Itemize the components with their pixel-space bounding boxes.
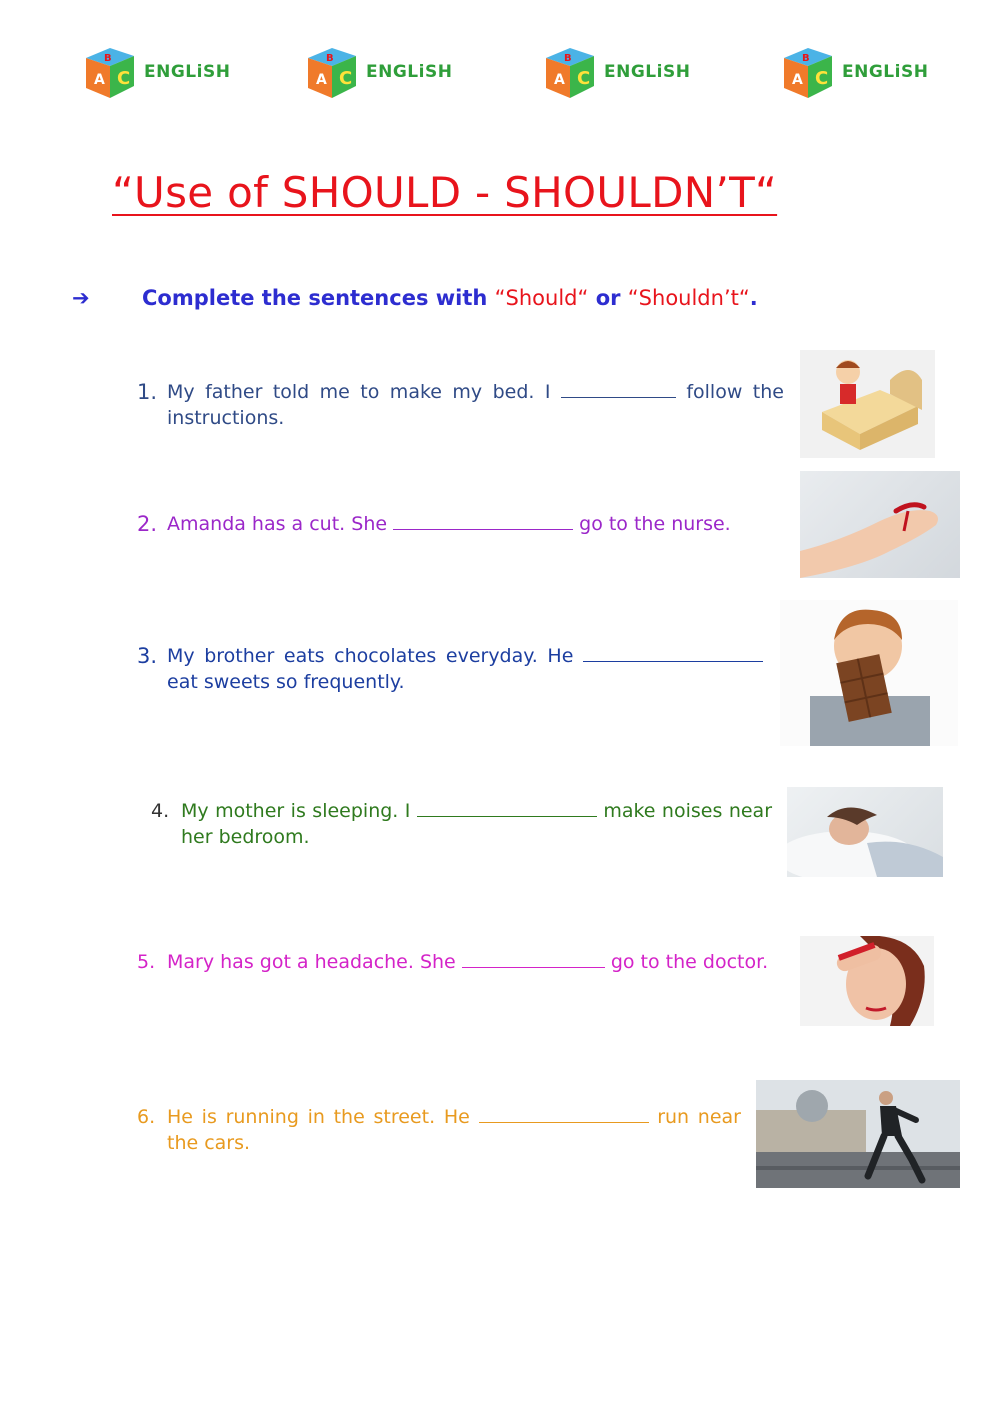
sentence-end: run near the cars. — [167, 1106, 741, 1154]
exercise-item-3 — [137, 643, 763, 695]
instruction-text: Complete the sentences with — [142, 286, 495, 310]
sentence-end: go to the nurse. — [573, 513, 731, 535]
instruction-period: . — [749, 286, 758, 310]
abc-english-logo — [302, 40, 453, 104]
sentence-end: make noises near her bedroom. — [181, 800, 773, 848]
abc-blocks-icon — [302, 40, 366, 104]
item-number: 3. — [137, 644, 158, 668]
arrow-right-icon: ➔ — [72, 286, 90, 310]
sentence-start: Mary has got a headache. She — [167, 951, 462, 973]
exercise-item-6 — [137, 1104, 741, 1156]
exercise-item-5 — [137, 949, 784, 975]
svg-text:B: B — [326, 53, 334, 64]
logo-text: ENGLiSH — [366, 62, 453, 82]
option-shouldnt: “Shouldn’t“ — [627, 286, 750, 310]
boy-making-bed-image — [800, 350, 935, 458]
answer-blank[interactable] — [479, 1105, 649, 1123]
abc-blocks-icon — [80, 40, 144, 104]
item-number: 2. — [137, 512, 158, 536]
logo-text: ENGLiSH — [604, 62, 691, 82]
woman-sleeping-image — [787, 787, 943, 877]
exercise-item-1 — [137, 379, 784, 431]
item-number: 6. — [137, 1106, 156, 1128]
svg-text:A: A — [94, 72, 105, 88]
svg-text:C: C — [577, 68, 591, 89]
sentence-start: Amanda has a cut. She — [167, 513, 394, 535]
answer-blank[interactable] — [393, 512, 573, 530]
woman-headache-image — [800, 936, 934, 1026]
svg-text:A: A — [554, 72, 565, 88]
cut-finger-image — [800, 471, 960, 578]
svg-text:C: C — [815, 68, 829, 89]
svg-text:C: C — [339, 68, 353, 89]
sentence-start: My father told me to make my bed. I — [167, 381, 561, 403]
svg-text:B: B — [564, 53, 572, 64]
svg-text:C: C — [117, 68, 131, 89]
svg-text:B: B — [802, 53, 810, 64]
sentence-start: My mother is sleeping. I — [181, 800, 417, 822]
sentence-end: go to the doctor. — [604, 951, 769, 973]
boy-eating-chocolate-image — [780, 600, 958, 746]
item-number: 1. — [137, 380, 158, 404]
abc-english-logo — [540, 40, 691, 104]
sentence-start: My brother eats chocolates everyday. He — [167, 645, 583, 667]
exercise-item-4 — [151, 798, 773, 850]
logo-text: ENGLiSH — [144, 62, 231, 82]
man-running-street-image — [756, 1080, 960, 1188]
sentence-end: eat sweets so frequently. — [167, 671, 405, 693]
svg-text:A: A — [792, 72, 803, 88]
instruction — [72, 286, 758, 310]
abc-english-logo — [80, 40, 231, 104]
answer-blank[interactable] — [561, 380, 676, 398]
item-number: 5. — [137, 951, 156, 973]
answer-blank[interactable] — [462, 950, 605, 968]
abc-blocks-icon — [778, 40, 842, 104]
exercise-item-2 — [137, 511, 787, 537]
option-should: “Should“ — [494, 286, 589, 310]
sentence-end: follow the instructions. — [167, 381, 784, 429]
svg-text:B: B — [104, 53, 112, 64]
answer-blank[interactable] — [417, 799, 597, 817]
item-number: 4. — [151, 800, 170, 822]
sentence-start: He is running in the street. He — [167, 1106, 479, 1128]
answer-blank[interactable] — [583, 644, 763, 662]
worksheet-title: “Use of SHOULD - SHOULDN’T“ — [112, 168, 778, 217]
abc-english-logo — [778, 40, 929, 104]
instruction-or: or — [588, 286, 628, 310]
logo-text: ENGLiSH — [842, 62, 929, 82]
abc-blocks-icon — [540, 40, 604, 104]
svg-text:A: A — [316, 72, 327, 88]
